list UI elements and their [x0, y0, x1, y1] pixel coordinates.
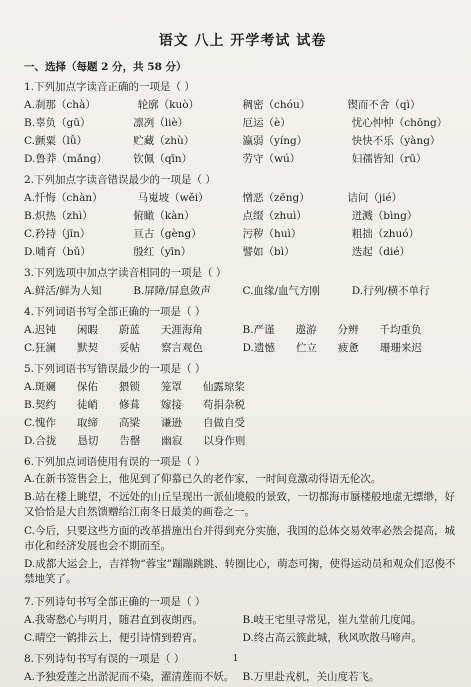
- question-stem: 6.下列加点词语使用有误的一项是（ ）: [24, 456, 206, 468]
- answer-option: A.迟钝 闲暇 蔚蓝 天涯海角: [24, 324, 203, 336]
- answer-option: D.遗憾 伫立 疲惫 珊珊来迟: [242, 342, 422, 354]
- answer-option: B.屏障/屏息敛声: [133, 285, 211, 297]
- answer-option: D.哺育（bǔ）: [24, 246, 91, 258]
- answer-option: 憎恶（zēng）: [242, 192, 310, 204]
- question-stem: 8.下列诗句书写有误的一项是（ ）: [24, 652, 185, 665]
- answer-option: D.行列/横不单行: [351, 285, 430, 297]
- answer-option: 譬如（bì）: [242, 246, 295, 258]
- answer-option: B.炽热（zhì）: [24, 210, 93, 222]
- answer-option: A.在新书签售会上，他见到了仰慕已久的老作家，一时间竟激动得语无伦次。: [24, 473, 382, 485]
- answer-option: A.鲜活/鲜为人知: [24, 285, 102, 297]
- page-number: 1: [232, 654, 239, 664]
- answer-option: B.辜负（gū）: [24, 117, 91, 129]
- answer-option: A.刹那（chà）: [24, 99, 96, 111]
- question-list: [24, 79, 461, 687]
- answer-option: 劳守（wú）: [242, 153, 301, 165]
- question-stem: 7.下列诗句书写全部正确的一项是（ ）: [24, 595, 206, 608]
- question-stem: 4.下列词语书写全部正确的一项是（ ）: [24, 306, 206, 318]
- answer-option: 俯瞰（kàn）: [133, 210, 195, 222]
- question-5: [24, 361, 461, 451]
- answer-option: 诘问（jié）: [347, 192, 403, 204]
- answer-option: C.愧作 取缔 高梁 谦逊 自做自受: [24, 417, 245, 429]
- section-heading: 一、选择（每题 2 分，共 58 分）: [24, 61, 187, 73]
- question-stem: 1.下列加点字读音正确的一项是（ ）: [24, 81, 195, 93]
- answer-option: 锲而不舍（qì）: [347, 99, 421, 111]
- answer-option: 点缀（zhuì）: [242, 210, 307, 222]
- answer-option: C.血缘/血气方刚: [242, 285, 321, 297]
- answer-option: C.矜持（jīn）: [24, 228, 91, 240]
- question-stem: 5.下列词语书写错误最少的一项是（ ）: [24, 363, 206, 375]
- answer-option: C.颤粟（lǚ）: [24, 135, 88, 147]
- answer-option: D.鲁莽（mǎng）: [24, 153, 108, 165]
- question-stem: 2.下列加点字读音错误最少的一项是（ ）: [24, 174, 216, 186]
- answer-option: 迭起（dié）: [351, 246, 411, 258]
- answer-option: 快快不乐（yàng）: [351, 135, 441, 147]
- option-list: [24, 612, 461, 648]
- option-list: [24, 190, 461, 262]
- answer-option: B.岐王宅里寻常见，崔九堂前几度闻。: [242, 613, 422, 626]
- option-list: [24, 669, 461, 687]
- answer-option: C.晴空一鹤排云上，便引诗情到碧宵。: [24, 631, 203, 644]
- question-3: [24, 265, 461, 301]
- answer-option: 瀛弱（yíng）: [242, 135, 308, 147]
- page-title: 语文 八上 开学考试 试卷: [158, 33, 327, 49]
- question-6: [24, 454, 461, 591]
- answer-option: A.忏悔（chàn）: [24, 192, 103, 204]
- answer-option: 贮藏（zhù）: [133, 135, 195, 147]
- answer-option: 殷红（yīn）: [133, 246, 192, 258]
- answer-option: 马嵬坡（wěi）: [137, 192, 209, 204]
- question-stem: 3.下列选项中加点字读音相同的一项是（ ）: [24, 267, 227, 279]
- answer-option: B.万里赴戎机，关山度若飞。: [242, 670, 380, 683]
- answer-option: 亘古（gèng）: [133, 228, 202, 240]
- answer-option: D.成都大运会上，吉祥物“蓉宝”蹦蹦跳跳、转圈比心，萌态可掬，使得运动员和观众们忍俊不禁地笑了。: [24, 558, 456, 586]
- option-list: [24, 97, 461, 169]
- answer-option: 污秽（huì）: [242, 228, 302, 240]
- answer-option: D.终古高云簇此城，秋风吹散马啼声。: [242, 631, 422, 644]
- option-list: [24, 472, 461, 591]
- answer-option: A.斑斓 保佑 猥锁 笼罩 仙露琼桨: [24, 381, 245, 393]
- option-list: [24, 379, 461, 451]
- answer-option: 迸溅（bìng）: [351, 210, 418, 222]
- answer-option: C.今后，只要这些方面的改革措施出台并得到充分实施，我国的总体交易效率必然会提高，城市化和经济发展也会不期而至。: [24, 524, 455, 552]
- answer-option: B.站在楼上眺望，不远处的山丘呈现出一派仙境般的景致，一切都海市蜃楼般地虚无缥缈，好又恰恰是大自然馈赠给江南冬日最美的画卷之一。: [24, 491, 456, 519]
- answer-option: A.我寄愁心与明月，随君直到夜朗西。: [24, 613, 203, 626]
- answer-option: 轮廓（kuò）: [137, 99, 200, 111]
- answer-option: D.合拢 恳切 告罄 幽寂 以身作则: [24, 435, 246, 447]
- answer-option: C.狂澜 默契 妥帖 察言观色: [24, 342, 203, 354]
- option-list: [24, 283, 461, 301]
- answer-option: B.契约 徒峭 修葺 嫁接 苟捐杂税: [24, 399, 246, 411]
- answer-option: B.严谨 遨游 分辨 千均重负: [242, 324, 422, 336]
- answer-option: 凛冽（liè）: [133, 117, 189, 129]
- question-4: [24, 304, 461, 358]
- question-1: [24, 79, 461, 169]
- answer-option: 妇孺皆知（rū）: [351, 153, 427, 165]
- option-list: [24, 322, 461, 358]
- question-7: [24, 594, 461, 648]
- question-2: [24, 172, 461, 262]
- answer-option: 厄运（è）: [242, 117, 291, 129]
- answer-option: 钦佩（qīn）: [133, 153, 193, 165]
- answer-option: 稠密（chóu）: [242, 99, 311, 111]
- answer-option: A.予独爱莲之出淤泥而不染，濯清莲而不妖。: [24, 670, 235, 683]
- answer-option: 忧心忡忡（chōng）: [351, 117, 448, 129]
- answer-option: 粗拙（zhuó）: [351, 228, 420, 240]
